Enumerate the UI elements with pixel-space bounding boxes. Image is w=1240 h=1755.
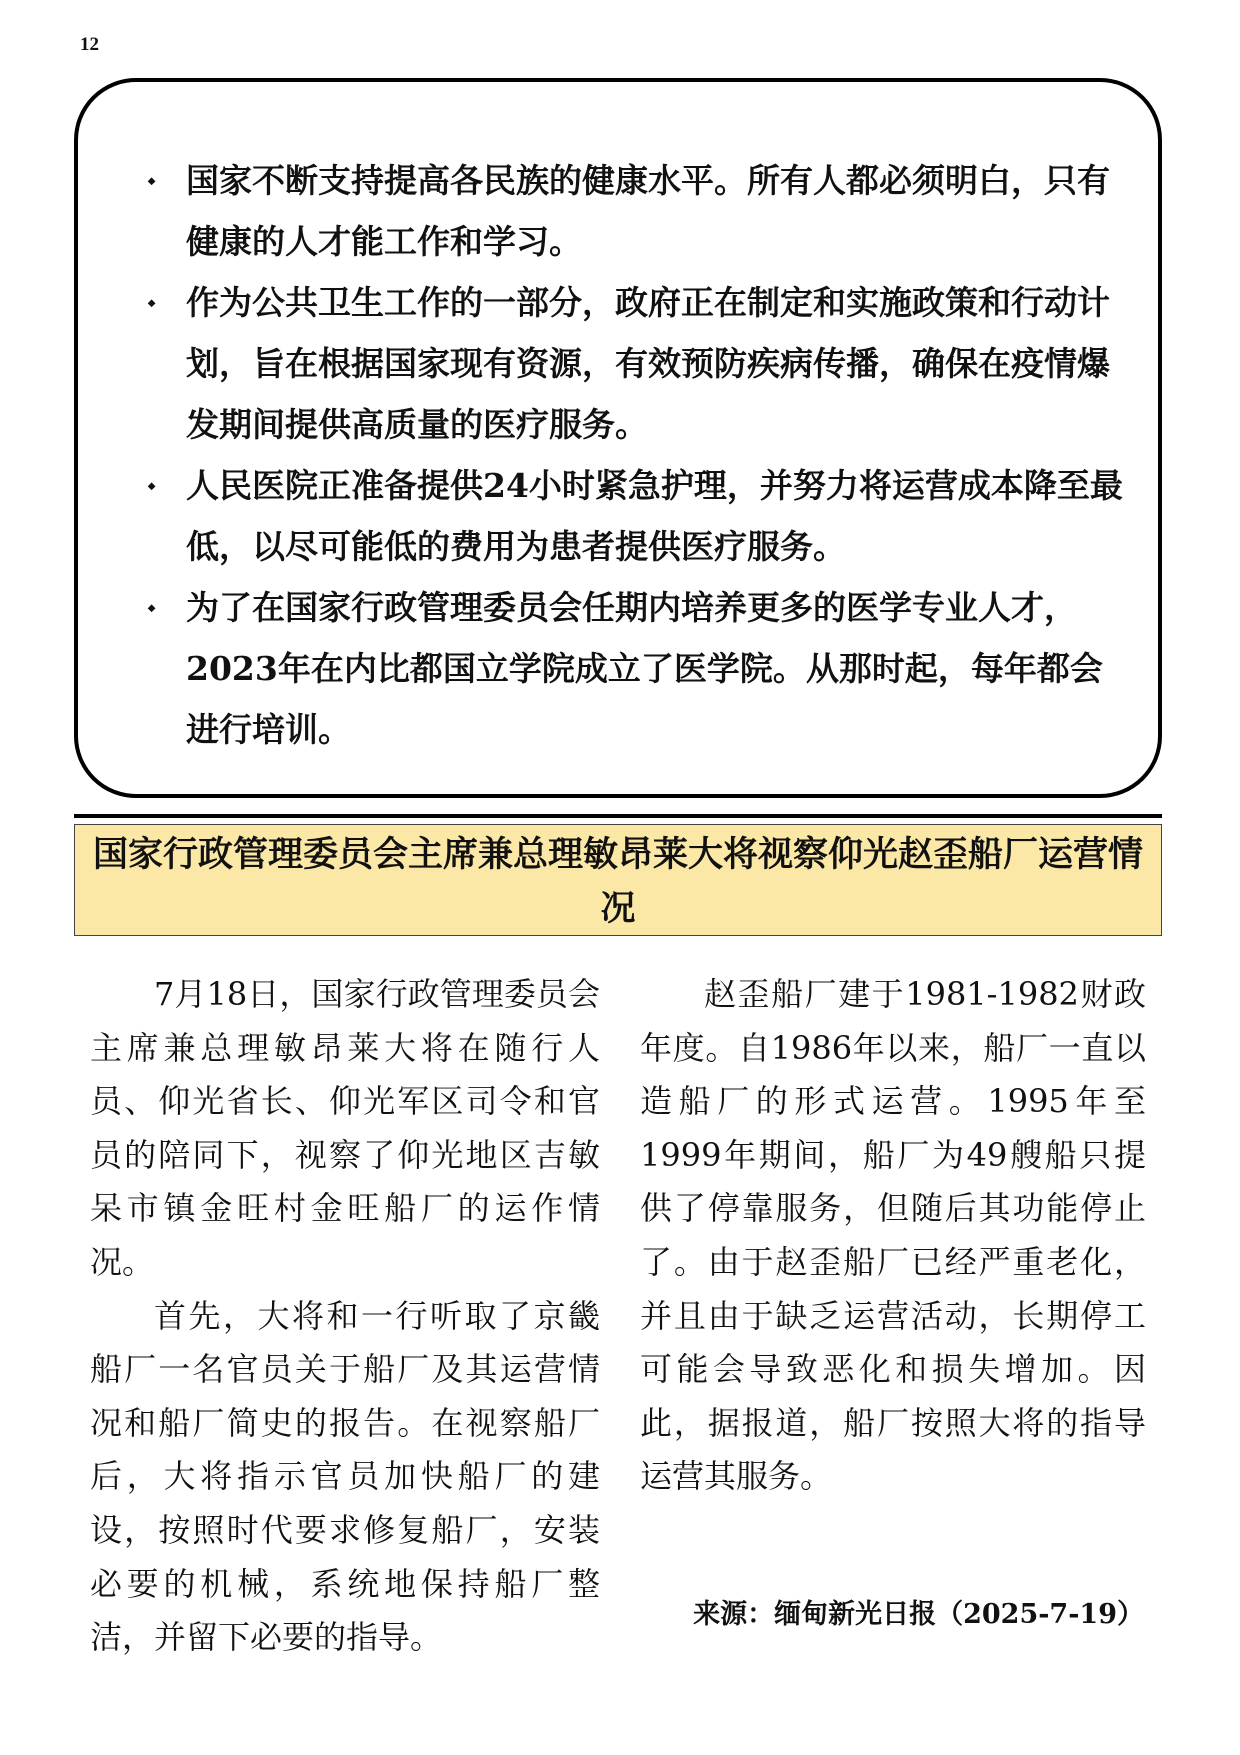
section-divider [74, 814, 1162, 818]
article-source: 来源：缅甸新光日报（2025-7-19） [693, 1599, 1144, 1630]
article-headline: 国家行政管理委员会主席兼总理敏昂莱大将视察仰光赵歪船厂运营情况 [74, 824, 1162, 936]
article-paragraph: 7月18日，国家行政管理委员会主席兼总理敏昂莱大将在随行人员、仰光省长、仰光军区司令和官员的陪同下，视察了仰光地区吉敏呆市镇金旺村金旺船厂的运作情况。 [90, 975, 600, 1281]
page-number: 12 [80, 34, 99, 55]
diamond-bullet-icon: ⬩ [148, 473, 156, 497]
bullet-text: 国家不断支持提高各民族的健康水平。所有人都必须明白，只有健康的人才能工作和学习。 [186, 161, 1110, 261]
bullet-item [114, 455, 1124, 577]
health-notes-box [74, 78, 1162, 798]
bullet-item [114, 150, 1124, 272]
bullet-text: 作为公共卫生工作的一部分，政府正在制定和实施政策和行动计划，旨在根据国家现有资源，有效预防疾病传播，确保在疫情爆发期间提供高质量的医疗服务。 [186, 283, 1110, 444]
diamond-bullet-icon: ⬩ [148, 168, 156, 192]
bullet-list [114, 150, 1124, 760]
bullet-item [114, 577, 1124, 760]
bullet-item [114, 272, 1124, 455]
article-paragraph: 赵歪船厂建于1981-1982财政年度。自1986年以来，船厂一直以造船厂的形式运营。1995年至1999年期间，船厂为49艘船只提供了停靠服务，但随后其功能停止了。由于赵歪船厂已经严重老化，并且由于缺乏运营活动，长期停工可能会导致恶化和损失增加。因此，据报道，船厂按照大将的指导运营其服务。 [640, 975, 1146, 1496]
diamond-bullet-icon: ⬩ [148, 595, 156, 619]
diamond-bullet-icon: ⬩ [148, 290, 156, 314]
bullet-text: 为了在国家行政管理委员会任期内培养更多的医学专业人才，2023年在内比都国立学院成立了医学院。从那时起，每年都会进行培训。 [186, 588, 1103, 749]
bullet-text: 人民医院正准备提供24小时紧急护理，并努力将运营成本降至最低，以尽可能低的费用为患者提供医疗服务。 [186, 466, 1123, 566]
article-column-right [640, 968, 1146, 1504]
article-paragraph: 首先，大将和一行听取了京畿船厂一名官员关于船厂及其运营情况和船厂简史的报告。在视察船厂后，大将指示官员加快船厂的建设，按照时代要求修复船厂，安装必要的机械，系统地保持船厂整洁，并留下必要的指导。 [90, 1296, 600, 1657]
article-column-left [90, 968, 600, 1665]
